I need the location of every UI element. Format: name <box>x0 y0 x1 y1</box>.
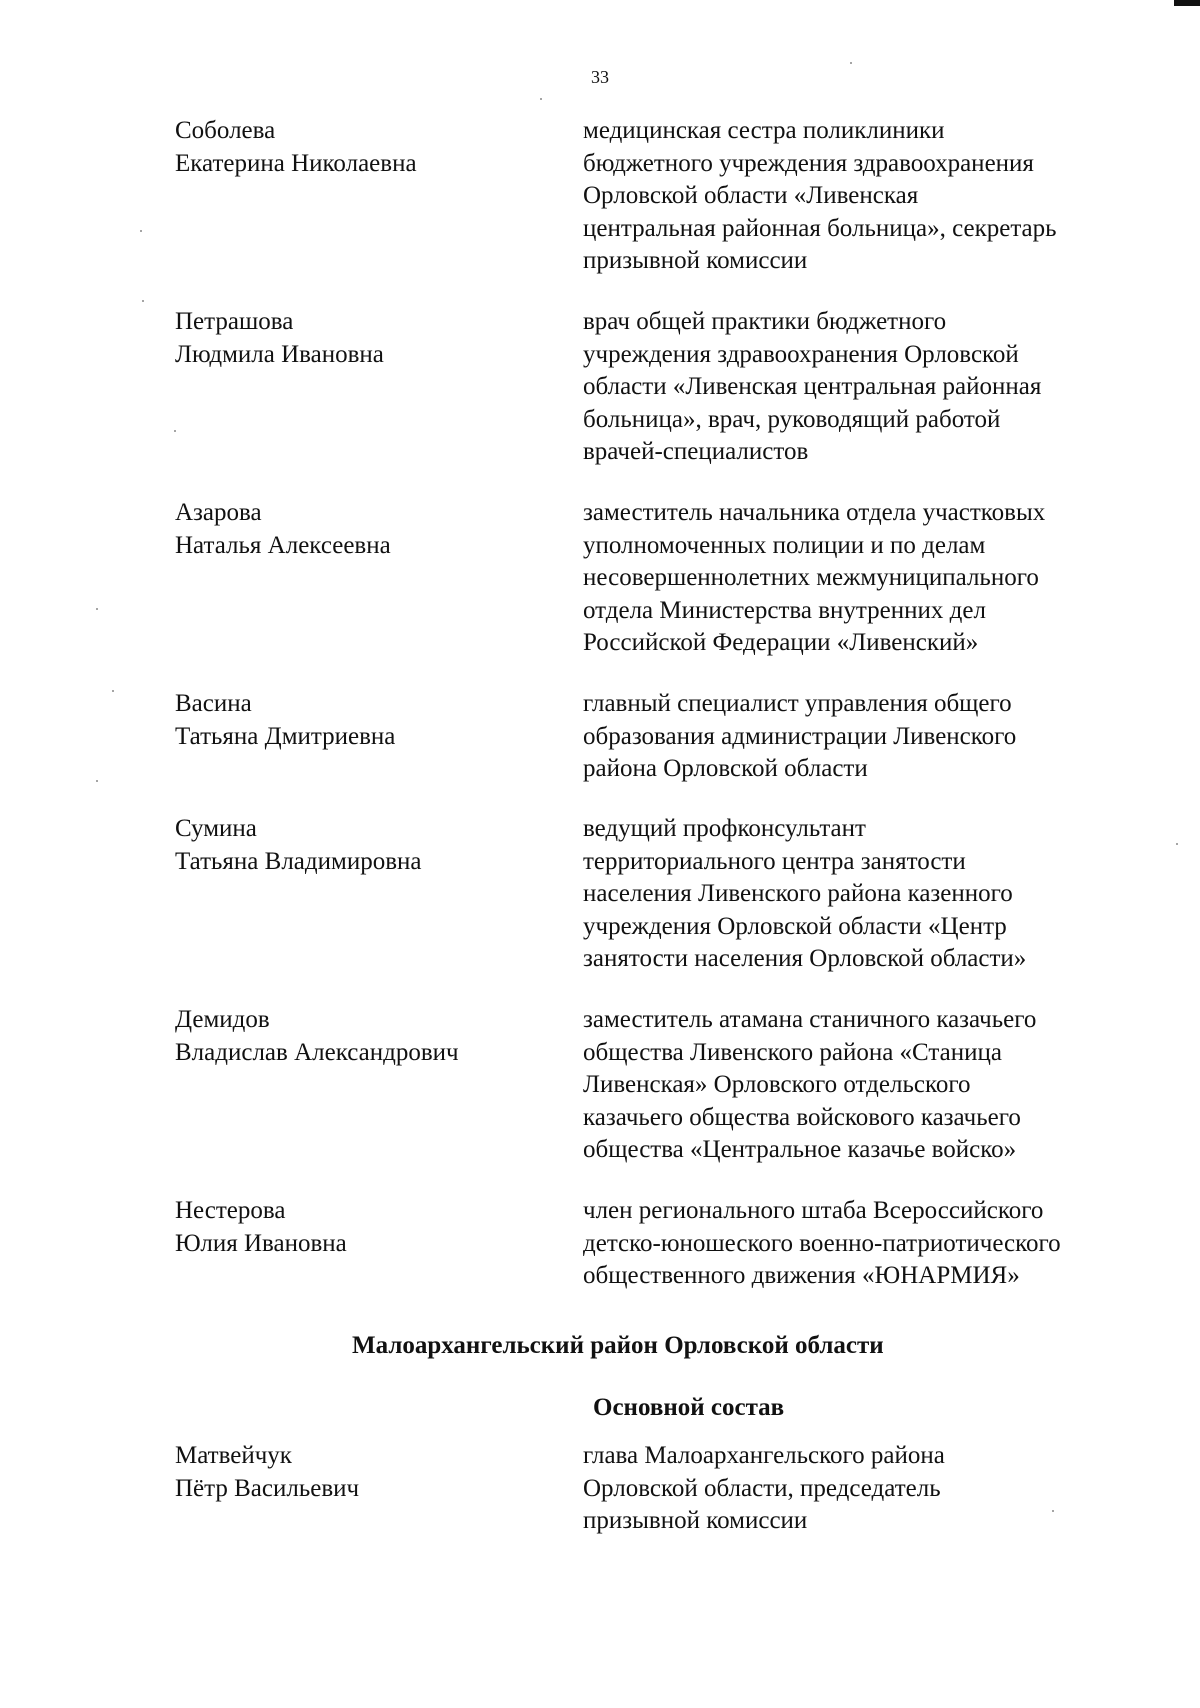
member-name-line: Васина <box>175 690 252 717</box>
member-position-line: занятости населения Орловской области» <box>583 945 1027 972</box>
member-position <box>583 1195 1061 1293</box>
member-name-line: Екатерина Николаевна <box>175 149 417 177</box>
member-name <box>175 115 417 180</box>
member-position-line: ведущий профконсультант <box>583 815 866 842</box>
scan-speck <box>1176 843 1178 845</box>
member-position <box>583 497 1045 660</box>
member-position-line: главный специалист управления общего <box>583 690 1012 717</box>
member-name-line: Татьяна Владимировна <box>175 847 422 875</box>
member-position-line: медицинская сестра поликлиники <box>583 117 945 144</box>
member-position-line: Орловской области, председатель <box>583 1474 941 1502</box>
member-name-line: Владислав Александрович <box>175 1038 459 1066</box>
scan-speck <box>850 62 852 64</box>
member-position-line: отдела Министерства внутренних дел <box>583 596 986 624</box>
member-position-line: Российской Федерации «Ливенский» <box>583 629 979 656</box>
member-name-line: Демидов <box>175 1006 270 1033</box>
member-name <box>175 497 391 562</box>
member-position-line: Ливенская» Орловского отдельского <box>583 1071 971 1098</box>
subsection-title: Основной состав <box>593 1394 785 1421</box>
scan-speck <box>1052 1510 1054 1512</box>
member-position-line: призывной комиссии <box>583 247 808 274</box>
member-name-line: Юлия Ивановна <box>175 1229 347 1257</box>
member-name-line: Петрашова <box>175 308 294 335</box>
scan-speck <box>140 230 142 232</box>
member-name-line: Нестерова <box>175 1197 286 1224</box>
scan-speck <box>174 430 176 432</box>
member-position-line: несовершеннолетних межмуниципального <box>583 564 1039 591</box>
member-position-line: учреждения здравоохранения Орловской <box>583 340 1019 368</box>
member-position <box>583 813 1026 976</box>
member-name <box>175 1195 347 1260</box>
member-position-line: детско-юношеского военно-патриотического <box>583 1229 1061 1257</box>
member-name-line: Людмила Ивановна <box>175 340 384 368</box>
scan-speck <box>96 780 98 782</box>
member-position-line: заместитель начальника отдела участковых <box>583 499 1046 526</box>
member-name-line: Азарова <box>175 499 262 526</box>
member-name <box>175 1004 459 1069</box>
member-position <box>583 115 1057 278</box>
member-position-line: центральная районная больница», секретарь <box>583 214 1057 242</box>
member-name <box>175 306 384 371</box>
member-name <box>175 688 395 753</box>
scan-speck <box>96 608 98 610</box>
member-position-line: член регионального штаба Всероссийского <box>583 1197 1044 1224</box>
member-name-line: Матвейчук <box>175 1442 292 1469</box>
scan-speck <box>142 300 144 302</box>
member-position <box>583 1440 945 1538</box>
member-position-line: бюджетного учреждения здравоохранения <box>583 149 1034 177</box>
member-position-line: врач общей практики бюджетного <box>583 308 947 335</box>
member-position-line: Орловской области «Ливенская <box>583 182 919 209</box>
member-position <box>583 306 1041 469</box>
member-position-line: образования администрации Ливенского <box>583 722 1017 750</box>
scan-corner-mark <box>1174 0 1200 6</box>
page-number: 33 <box>591 67 609 87</box>
member-position-line: призывной комиссии <box>583 1507 808 1534</box>
member-position-line: глава Малоархангельского района <box>583 1442 945 1469</box>
member-position-line: учреждения Орловской области «Центр <box>583 912 1007 940</box>
member-position-line: населения Ливенского района казенного <box>583 880 1013 907</box>
section-title: Малоархангельский район Орловской области <box>352 1332 884 1359</box>
member-position-line: заместитель атамана станичного казачьего <box>583 1006 1037 1033</box>
member-position-line: территориального центра занятости <box>583 847 966 875</box>
member-position-line: больница», врач, руководящий работой <box>583 405 1001 433</box>
member-name-line: Наталья Алексеевна <box>175 531 391 559</box>
member-position-line: врачей-специалистов <box>583 438 809 465</box>
member-position <box>583 688 1016 786</box>
member-name-line: Пётр Васильевич <box>175 1474 360 1502</box>
member-name-line: Сумина <box>175 815 257 842</box>
member-name <box>175 813 421 878</box>
scan-speck <box>540 98 542 100</box>
member-position-line: общества Ливенского района «Станица <box>583 1038 1002 1066</box>
member-position-line: общества «Центральное казачье войско» <box>583 1136 1017 1163</box>
member-position-line: уполномоченных полиции и по делам <box>583 531 986 559</box>
member-name <box>175 1440 359 1505</box>
member-name-line: Татьяна Дмитриевна <box>175 722 396 750</box>
member-name-line: Соболева <box>175 117 276 144</box>
member-position-line: общественного движения «ЮНАРМИЯ» <box>583 1262 1020 1289</box>
member-position-line: области «Ливенская центральная районная <box>583 373 1042 400</box>
scan-speck <box>112 690 114 692</box>
member-position <box>583 1004 1036 1167</box>
member-position-line: района Орловской области <box>583 755 868 782</box>
member-position-line: казачьего общества войскового казачьего <box>583 1103 1021 1131</box>
